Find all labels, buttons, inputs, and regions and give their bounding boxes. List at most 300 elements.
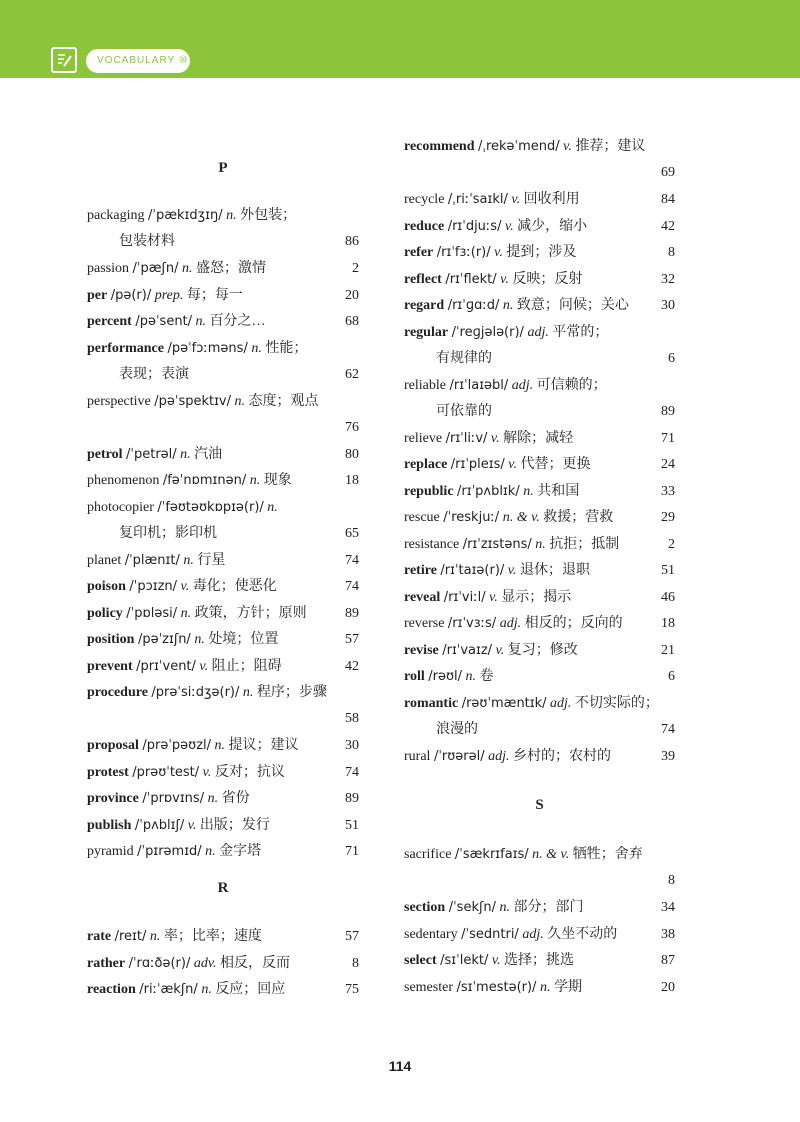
meaning: 回收利用 [523,192,580,207]
phonetic: /rɪˈpleɪs/ [450,457,505,472]
phonetic: /ˈplænɪt/ [124,552,180,568]
phonetic: /fəˈnɒmɪnən/ [162,473,247,488]
meaning: 救援；营救 [543,510,614,525]
page-reference: 58 [345,711,359,726]
entry-text [87,680,327,706]
headword: packaging [87,208,145,223]
entry-text [87,442,222,468]
meaning: 政策，方针；原则 [194,605,307,621]
part-of-speech: n. [201,982,212,997]
entry-text [87,654,282,680]
page-reference: 84 [661,192,675,207]
entry-line [87,521,359,547]
entry-line [87,654,359,680]
entry-line [404,558,675,584]
phonetic: /rɪˈflekt/ [445,271,497,287]
part-of-speech: n. [180,605,192,621]
entry-text [404,744,611,770]
entry-line [404,399,675,425]
vocab-entry [87,760,359,786]
entry-line [87,256,359,282]
meaning: 选择；挑选 [504,953,575,968]
vocab-entry [404,505,675,531]
meaning: 学期 [553,979,582,995]
part-of-speech: n. [499,900,510,915]
part-of-speech: adv. [193,955,217,971]
meaning: 相反，反而 [220,955,291,971]
entry-text [404,452,590,478]
meaning: 行星 [197,552,226,568]
headword: petrol [87,446,123,462]
page-reference: 42 [661,218,675,234]
entry-text [87,951,290,977]
part-of-speech: n. [502,298,514,313]
vocab-entry [87,601,359,627]
phonetic: /rəʊl/ [428,669,462,684]
entry-line [404,346,675,372]
entry-line [87,336,359,362]
vocab-entry [404,479,675,505]
vocab-entry [87,203,359,255]
phonetic: /ˌrekəˈmend/ [478,139,560,154]
meaning: 平常的； [552,324,609,340]
vocab-entry [404,948,675,974]
meaning: 减少，缩小 [517,218,588,234]
part-of-speech: v. [199,658,209,674]
entry-line [87,977,359,1003]
vocab-entry [404,187,675,213]
part-of-speech: n. [267,499,278,515]
phonetic: /pə(r)/ [110,287,152,303]
vocab-entry [404,532,675,558]
part-of-speech: v. [508,457,517,472]
phonetic: /ˌriːˈsaɪkl/ [447,192,508,207]
page-reference: 89 [345,605,359,621]
entry-line [404,479,675,505]
headword: protest [87,764,129,780]
vocab-entry [87,733,359,759]
meaning: 率；比率；速度 [163,929,262,944]
part-of-speech: v. [187,817,197,833]
phonetic: /ˈsekʃn/ [448,900,496,915]
page-reference: 57 [345,929,359,944]
headword: resistance [404,536,460,552]
entry-line [87,229,359,255]
entry-text [404,187,580,213]
entry-text [404,214,587,240]
meaning: 提到；涉及 [506,245,577,260]
entry-text [87,574,277,600]
phonetic: /rɪˈliːv/ [445,430,488,446]
section-letter: P [218,160,228,176]
phonetic: /ˈprɒvɪns/ [142,791,205,806]
headword: reaction [87,982,136,997]
phonetic: /ˈrɑːðə(r)/ [128,955,191,971]
headword: per [87,287,108,303]
entry-text [404,975,582,1001]
vocab-entry [87,654,359,680]
part-of-speech: adj. [499,616,522,631]
headword: province [87,791,139,806]
entry-text [87,548,225,574]
entry-line [404,585,675,611]
phonetic: /ˈreskjuː/ [443,510,500,525]
entry-line [404,214,675,240]
vocab-entry [87,389,359,441]
page-reference: 69 [661,165,675,180]
entry-text [404,532,619,558]
part-of-speech: v. [491,953,501,968]
phonetic: /rɪˈvaɪz/ [442,642,493,658]
entry-line [87,309,359,335]
entry-line [404,267,675,293]
part-of-speech: n. [249,473,261,488]
entry-text [87,977,285,1003]
entry-line [87,548,359,574]
page-reference: 51 [661,563,675,578]
vocab-entry [404,842,675,894]
entry-line [87,442,359,468]
entry-text [404,293,629,319]
page-reference: 2 [668,536,675,552]
phonetic: /rɪˈdjuːs/ [447,218,502,234]
entry-line [404,240,675,266]
part-of-speech: n. [535,536,546,552]
entry-text [404,922,617,948]
vocab-entry [87,283,359,309]
headword: relieve [404,430,443,446]
part-of-speech: v. [180,579,190,594]
meaning: 性能； [265,340,308,356]
vocab-entry [404,373,675,425]
phonetic: /ˈpækɪdʒɪŋ/ [148,208,223,223]
vocab-entry [87,924,359,950]
vocab-entry [404,585,675,611]
headword: section [404,900,446,915]
headword: reliable [404,377,446,393]
phonetic: /prəˈpəʊzl/ [142,738,212,753]
entry-line [87,203,359,229]
vocab-entry [87,786,359,812]
page-reference: 30 [345,738,359,753]
entry-text [404,267,582,293]
page-reference: 33 [661,483,675,499]
part-of-speech: n. [214,738,226,753]
phonetic: /sɪˈlekt/ [440,953,489,968]
headword: replace [404,457,448,472]
vocab-entry [404,426,675,452]
entry-line [404,691,675,717]
entry-line [404,611,675,637]
vocab-entry [404,267,675,293]
entry-line [404,868,675,894]
meaning: 代替；更换 [520,457,591,472]
entry-text [87,309,266,335]
page-reference: 74 [345,764,359,780]
part-of-speech: n. [207,791,219,806]
entry-line [404,373,675,399]
entry-text [404,664,494,690]
part-of-speech: n. [465,669,476,684]
headword: photocopier [87,499,154,515]
vocab-entry [404,691,675,743]
meaning: 不切实际的； [574,695,659,711]
page-reference: 46 [661,589,675,605]
entry-text [404,479,579,505]
vocab-entry [404,638,675,664]
headword: policy [87,605,123,621]
entry-line [87,362,359,388]
part-of-speech: adj. [511,377,534,393]
page-reference: 42 [345,658,359,674]
entry-text [87,924,262,950]
headword: republic [404,483,454,499]
vocab-entry [404,293,675,319]
part-of-speech: v. [489,589,498,605]
phonetic: /riːˈækʃn/ [139,982,198,997]
page-reference: 86 [345,234,359,249]
headword: performance [87,340,164,356]
part-of-speech: adj. [488,748,510,764]
entry-text [87,786,250,812]
headword: semester [404,979,453,995]
page-reference: 2 [352,261,359,276]
headword: proposal [87,738,139,753]
entry-line [404,320,675,346]
part-of-speech: n. [205,844,216,859]
entry-line [87,813,359,839]
meaning: 反映；反射 [512,271,583,287]
meaning: 程序；步骤 [256,685,327,700]
page-reference: 6 [668,669,675,684]
page-reference: 74 [345,552,359,568]
entry-line [87,574,359,600]
entry-text [87,283,243,309]
headword: rate [87,929,112,944]
entry-line [404,744,675,770]
vocab-entry [404,664,675,690]
meaning: 相反的；反向的 [524,616,623,631]
vocab-entry [87,309,359,335]
meaning: 致意；问候；关心 [516,298,629,313]
headword: sedentary [404,926,458,942]
entry-text [404,842,643,868]
page-reference: 32 [661,271,675,287]
entry-text [87,813,270,839]
part-of-speech: n. [149,929,161,944]
page-reference: 38 [661,926,675,942]
phonetic: /ˈreɡjələ(r)/ [451,324,524,340]
page-reference: 18 [661,616,675,631]
entry-text [87,839,261,865]
vocab-entry [404,134,675,186]
meaning: 现象 [263,473,292,488]
entry-text [87,627,278,653]
entry-line [404,664,675,690]
vocab-entry [404,452,675,478]
page-reference: 21 [661,642,675,658]
page-reference: 30 [661,298,675,313]
phonetic: /ˈpɔɪzn/ [129,579,178,594]
meaning: 提议；建议 [228,738,299,753]
entry-line [404,134,675,160]
part-of-speech: n. [539,979,551,995]
phonetic: /rəʊˈmæntɪk/ [461,695,547,711]
phonetic: /ˈsedntri/ [461,926,519,942]
page-reference: 89 [345,791,359,806]
part-of-speech: v. [202,764,212,780]
meaning: 金字塔 [219,844,262,859]
meaning: 反应；回应 [215,982,286,997]
meaning: 盛怒；激情 [195,261,266,276]
entry-text [404,134,645,160]
phonetic: /pəˈspektɪv/ [154,393,232,409]
page-reference: 20 [661,979,675,995]
meaning: 百分之… [209,314,266,329]
phonetic: /ˈpæʃn/ [132,261,179,276]
vocab-entry [87,813,359,839]
entry-text [404,585,571,611]
meaning-continued: 浪漫的 [436,721,478,737]
meaning: 每；每一 [186,287,243,303]
part-of-speech: n. [242,685,254,700]
entry-text [404,240,576,266]
phonetic: /pəˈzɪʃn/ [137,632,191,647]
phonetic: /prəʊˈtest/ [132,764,200,780]
page-reference: 39 [661,748,675,764]
vocabulary-badge: VOCABULARY ⑩ [86,49,190,73]
page-reference: 29 [661,510,675,525]
phonetic: /ˈfəʊtəʊkɒpɪə(r)/ [157,499,264,515]
phonetic: /ˈpetrəl/ [126,446,177,462]
page-reference: 74 [345,579,359,594]
meaning-continued: 可依靠的 [436,403,492,419]
vocab-entry [404,611,675,637]
meaning: 出版；发行 [199,817,270,833]
meaning: 处境；位置 [208,632,279,647]
headword: passion [87,261,129,276]
entry-text [404,948,574,974]
vocab-entry [87,627,359,653]
headword: procedure [87,685,148,700]
phonetic: /rɪˈzɪstəns/ [462,536,532,552]
entry-line [87,951,359,977]
entry-line [87,601,359,627]
entry-text [87,256,266,282]
part-of-speech: v. [563,139,572,154]
vocab-entry [404,975,675,1001]
entry-text [87,601,307,627]
part-of-speech: v. [511,192,521,207]
headword: regular [404,324,449,340]
part-of-speech: n. [180,446,191,462]
part-of-speech: n. & v. [502,510,540,525]
part-of-speech: adj. [527,324,549,340]
page-reference: 76 [345,419,359,435]
meaning: 久坐不动的 [547,926,618,942]
part-of-speech: n. [195,314,207,329]
vocab-entry [404,320,675,372]
phonetic: /reɪt/ [114,929,147,944]
entry-text [87,468,292,494]
entry-line [404,948,675,974]
part-of-speech: v. [500,271,509,287]
meaning: 反对；抗议 [214,764,285,780]
headword: publish [87,817,132,833]
meaning: 抗拒；抵制 [549,536,620,552]
vocab-entry [87,977,359,1003]
part-of-speech: n. [234,393,246,409]
vocab-entry [404,558,675,584]
entry-line [404,717,675,743]
entry-text [404,691,659,717]
vocab-entry [404,895,675,921]
page-reference: 34 [661,900,675,915]
meaning: 毒化；使恶化 [192,579,277,594]
page-reference: 24 [661,457,675,472]
part-of-speech: adj. [522,926,544,942]
meaning: 显示；揭示 [501,589,572,605]
phonetic: /pəˈfɔːməns/ [167,340,248,356]
phonetic: /ˈpʌblɪʃ/ [134,817,185,833]
vocab-entry [87,951,359,977]
headword: percent [87,314,132,329]
page-reference: 65 [345,525,359,541]
meaning-continued: 表现；表演 [119,366,189,382]
meaning: 牺牲；舍弃 [572,847,643,862]
page-reference: 20 [345,287,359,303]
phonetic: /rɪˈlaɪəbl/ [449,377,509,393]
phonetic: /ˈsækrɪfaɪs/ [454,847,529,862]
meaning: 外包装； [240,208,297,223]
meaning-continued: 包装材料 [119,234,175,249]
vocab-entry [404,922,675,948]
headword: revise [404,642,439,658]
entry-line [404,505,675,531]
headword: perspective [87,393,151,409]
entry-line [404,452,675,478]
part-of-speech: n. [251,340,262,356]
page-reference: 89 [661,403,675,419]
entry-line [404,426,675,452]
entry-text [404,373,607,399]
headword: rescue [404,510,440,525]
vocab-entry [87,574,359,600]
part-of-speech: v. [495,642,505,658]
meaning: 解除；减轻 [503,430,574,446]
phonetic: /ˈrʊərəl/ [433,748,485,764]
notebook-pen-icon [51,47,77,73]
headword: phenomenon [87,473,160,488]
entry-line [87,283,359,309]
page-reference: 8 [668,245,675,260]
headword: rather [87,955,126,971]
part-of-speech: n. & v. [532,847,570,862]
page-reference: 51 [345,817,359,833]
part-of-speech: n. [181,261,193,276]
page-reference: 18 [345,473,359,488]
phonetic: /rɪˈɡɑːd/ [447,298,500,313]
page-reference: 57 [345,632,359,647]
headword: reduce [404,218,445,234]
section-letter: R [217,880,229,896]
part-of-speech: prep. [154,287,184,303]
section-letter: S [535,797,544,813]
phonetic: /ˈpɪrəmɪd/ [137,844,202,859]
entry-text [404,426,573,452]
headword: retire [404,563,437,578]
meaning: 汽油 [194,446,223,462]
